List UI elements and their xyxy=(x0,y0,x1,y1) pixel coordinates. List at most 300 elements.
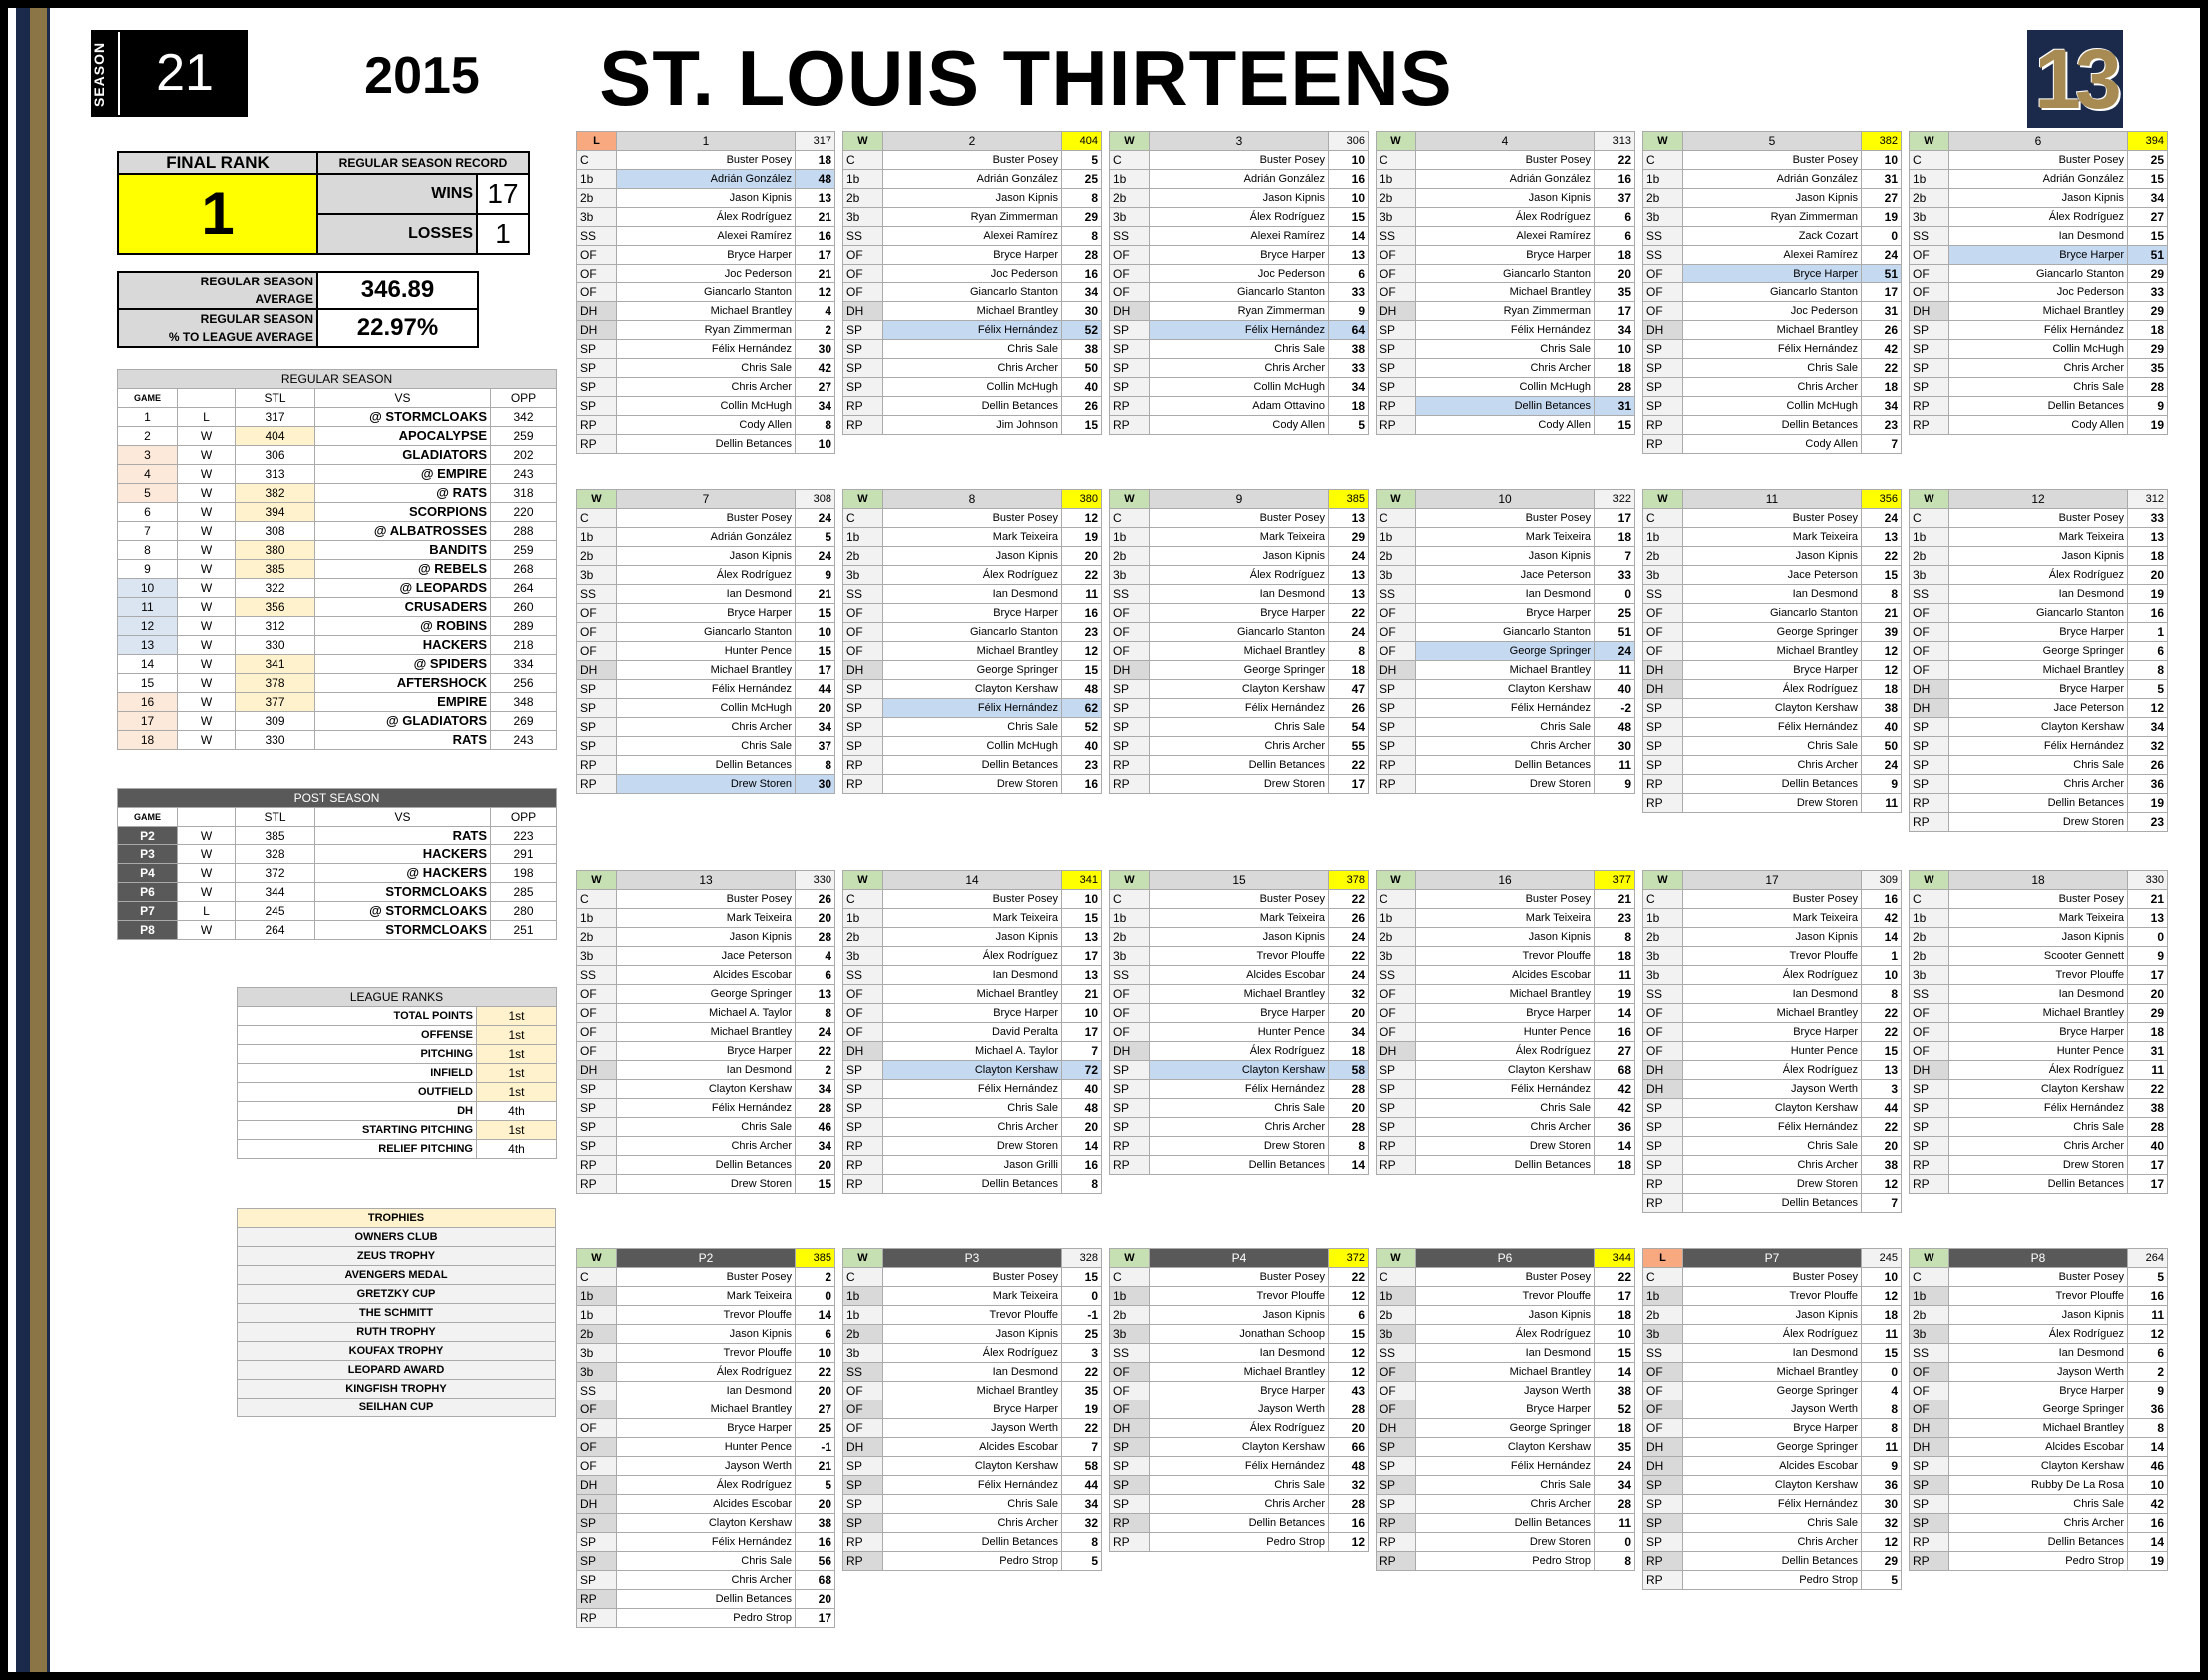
lineup-row xyxy=(843,1363,1102,1382)
position: OF xyxy=(577,1419,617,1438)
player-points: 34 xyxy=(796,397,835,416)
position: OF xyxy=(1377,1363,1416,1382)
player-name: Giancarlo Stanton xyxy=(1150,283,1329,302)
game-label: 3 xyxy=(1150,132,1329,151)
game-score: 394 xyxy=(2128,132,2168,151)
player-name: George Springer xyxy=(883,661,1062,680)
position: DH xyxy=(1910,1438,1949,1457)
rank-category: RELIEF PITCHING xyxy=(238,1140,477,1159)
lineup-row xyxy=(1910,1495,2168,1514)
lineup-row xyxy=(1377,1325,1635,1344)
lineup-row xyxy=(1910,227,2168,246)
lineup-row xyxy=(843,321,1102,340)
position: C xyxy=(577,1268,617,1287)
schedule-row xyxy=(118,446,557,465)
lineup-row xyxy=(1110,775,1369,794)
player-name: Mark Teixeira xyxy=(1683,909,1862,928)
lineup-row xyxy=(1643,1042,1902,1061)
player-points: 20 xyxy=(796,699,835,718)
opponent: @ GLADIATORS xyxy=(315,712,491,731)
position: SP xyxy=(843,1061,883,1080)
lineup-row xyxy=(843,890,1102,909)
player-points: 19 xyxy=(2128,1552,2168,1571)
player-points: 18 xyxy=(1862,680,1902,699)
lineup-row xyxy=(843,566,1102,585)
lineup-row xyxy=(1910,813,2168,832)
game-number: 12 xyxy=(118,617,178,636)
position: SP xyxy=(1110,1061,1150,1080)
lineup-row xyxy=(577,302,835,321)
position: C xyxy=(577,890,617,909)
lineup-row xyxy=(1110,302,1369,321)
game-number: 9 xyxy=(118,560,178,579)
result: W xyxy=(178,883,236,902)
player-points: 34 xyxy=(1329,1023,1369,1042)
position: SP xyxy=(843,1476,883,1495)
game-box xyxy=(576,131,835,454)
lineup-row xyxy=(1643,604,1902,623)
player-name: Dellin Betances xyxy=(1683,1552,1862,1571)
game-number: 5 xyxy=(118,484,178,503)
player-points: 68 xyxy=(796,1571,835,1590)
position: 2b xyxy=(1377,189,1416,208)
lineup-row xyxy=(843,756,1102,775)
player-name: Ian Desmond xyxy=(1949,585,2128,604)
player-name: Buster Posey xyxy=(1416,151,1595,170)
position: OF xyxy=(577,1004,617,1023)
player-points: 11 xyxy=(1595,756,1635,775)
game-number: 6 xyxy=(118,503,178,522)
player-points: 48 xyxy=(1329,1457,1369,1476)
position: 1b xyxy=(1110,909,1150,928)
player-name: Pedro Strop xyxy=(1683,1571,1862,1590)
opp-score: 220 xyxy=(491,503,557,522)
position: OF xyxy=(1643,1042,1683,1061)
opponent: GLADIATORS xyxy=(315,446,491,465)
lineup-row xyxy=(1643,699,1902,718)
player-name: Collin McHugh xyxy=(617,699,796,718)
lineup-row xyxy=(1910,1118,2168,1137)
position: DH xyxy=(1643,661,1683,680)
lineup-row xyxy=(1377,1552,1635,1571)
stl-score: 312 xyxy=(236,617,315,636)
player-name: Adrián González xyxy=(1416,170,1595,189)
game-result: W xyxy=(1910,871,1949,890)
player-points: 30 xyxy=(1062,302,1102,321)
game-score: 328 xyxy=(1062,1249,1102,1268)
player-name: Jason Kipnis xyxy=(1150,189,1329,208)
trophy-row xyxy=(238,1323,556,1342)
game-number: P4 xyxy=(118,864,178,883)
lineup-row xyxy=(1377,1457,1635,1476)
lineup-row xyxy=(1643,151,1902,170)
position: C xyxy=(1910,151,1949,170)
position: 3b xyxy=(1910,1325,1949,1344)
player-name: Michael Brantley xyxy=(617,661,796,680)
avg-value: 346.89 xyxy=(317,272,478,309)
player-points: 19 xyxy=(2128,416,2168,435)
lineup-row xyxy=(1110,1042,1369,1061)
player-points: 34 xyxy=(796,1137,835,1156)
position: OF xyxy=(1110,623,1150,642)
player-name: Álex Rodríguez xyxy=(617,208,796,227)
player-name: Bryce Harper xyxy=(1949,623,2128,642)
trophy-name: LEOPARD AWARD xyxy=(238,1361,556,1380)
opponent: @ EMPIRE xyxy=(315,465,491,484)
trophy-row xyxy=(238,1342,556,1361)
player-points: 19 xyxy=(1595,985,1635,1004)
lineup-row xyxy=(1643,794,1902,813)
player-name: Álex Rodríguez xyxy=(883,566,1062,585)
opp-score: 342 xyxy=(491,408,557,427)
position: C xyxy=(577,151,617,170)
result: W xyxy=(178,465,236,484)
position: OF xyxy=(1910,283,1949,302)
season-badge xyxy=(91,30,248,117)
lineup-row xyxy=(1910,283,2168,302)
lineup-row xyxy=(843,699,1102,718)
player-name: Clayton Kershaw xyxy=(1949,1457,2128,1476)
position: SP xyxy=(1910,1514,1949,1533)
player-points: 13 xyxy=(1062,966,1102,985)
player-name: Dellin Betances xyxy=(883,1175,1062,1194)
lineup-row xyxy=(577,1306,835,1325)
player-name: Collin McHugh xyxy=(1150,378,1329,397)
player-points: 30 xyxy=(796,775,835,794)
position: DH xyxy=(577,1061,617,1080)
player-points: 17 xyxy=(796,661,835,680)
position: SP xyxy=(1910,1137,1949,1156)
player-points: 46 xyxy=(796,1118,835,1137)
game-score: 317 xyxy=(796,132,835,151)
lineup-row xyxy=(1910,966,2168,985)
position: OF xyxy=(843,604,883,623)
lineup-row xyxy=(1910,756,2168,775)
lineup-row xyxy=(1643,661,1902,680)
player-points: 13 xyxy=(1862,1061,1902,1080)
player-name: Jayson Werth xyxy=(1683,1400,1862,1419)
player-points: 20 xyxy=(1329,1004,1369,1023)
game-label: 1 xyxy=(617,132,796,151)
position: OF xyxy=(1910,246,1949,265)
schedule-row xyxy=(118,674,557,693)
game-label: 2 xyxy=(883,132,1062,151)
player-name: Ryan Zimmerman xyxy=(1150,302,1329,321)
position: OF xyxy=(1643,604,1683,623)
column-header: GAME xyxy=(118,808,178,827)
player-points: 10 xyxy=(796,435,835,454)
player-name: Félix Hernández xyxy=(1150,1080,1329,1099)
player-name: George Springer xyxy=(1949,1400,2128,1419)
position: SP xyxy=(1110,737,1150,756)
game-score: 312 xyxy=(2128,490,2168,509)
game-result: W xyxy=(843,871,883,890)
player-points: 31 xyxy=(1862,302,1902,321)
player-name: Bryce Harper xyxy=(1150,1004,1329,1023)
player-points: 38 xyxy=(1595,1382,1635,1400)
position: 1b xyxy=(1910,528,1949,547)
player-name: Clayton Kershaw xyxy=(1683,1099,1862,1118)
position: DH xyxy=(577,1476,617,1495)
player-name: Chris Sale xyxy=(883,718,1062,737)
player-name: Hunter Pence xyxy=(617,1438,796,1457)
result: W xyxy=(178,712,236,731)
player-points: 40 xyxy=(1062,1080,1102,1099)
pct-label-line2: % TO LEAGUE AVERAGE xyxy=(168,330,313,344)
player-points: 23 xyxy=(1062,623,1102,642)
player-name: George Springer xyxy=(1416,1419,1595,1438)
position: OF xyxy=(1643,283,1683,302)
position: SP xyxy=(1110,378,1150,397)
position: 3b xyxy=(1643,1325,1683,1344)
player-name: Ian Desmond xyxy=(617,1061,796,1080)
average-table xyxy=(117,271,479,348)
player-name: Michael Brantley xyxy=(1949,1004,2128,1023)
player-points: 11 xyxy=(1062,585,1102,604)
position: 3b xyxy=(577,208,617,227)
position: SP xyxy=(1377,1476,1416,1495)
game-number: 11 xyxy=(118,598,178,617)
lineup-row xyxy=(577,1042,835,1061)
lineup-row xyxy=(1377,547,1635,566)
player-name: Bryce Harper xyxy=(1150,1382,1329,1400)
player-name: Dellin Betances xyxy=(1150,1156,1329,1175)
player-points: 44 xyxy=(1862,1099,1902,1118)
player-points: 34 xyxy=(796,1080,835,1099)
position: SP xyxy=(1643,1476,1683,1495)
player-points: 18 xyxy=(1595,359,1635,378)
position: OF xyxy=(843,246,883,265)
lineup-row xyxy=(1643,775,1902,794)
lineup-row xyxy=(1643,1514,1902,1533)
player-name: Jason Kipnis xyxy=(617,1325,796,1344)
player-points: 39 xyxy=(1862,623,1902,642)
lineup-row xyxy=(1377,718,1635,737)
player-name: Chris Archer xyxy=(1416,1118,1595,1137)
player-name: Chris Archer xyxy=(617,1571,796,1590)
player-name: Alcides Escobar xyxy=(1416,966,1595,985)
stl-score: 322 xyxy=(236,579,315,598)
position: OF xyxy=(1377,1023,1416,1042)
player-name: Trevor Plouffe xyxy=(1683,1287,1862,1306)
game-box xyxy=(1909,489,2168,832)
position: DH xyxy=(843,1438,883,1457)
ranks-title: LEAGUE RANKS xyxy=(238,988,557,1007)
column-header xyxy=(178,389,236,408)
lineup-row xyxy=(843,1495,1102,1514)
player-points: 27 xyxy=(2128,208,2168,227)
player-name: Chris Sale xyxy=(617,1118,796,1137)
position: SP xyxy=(843,1099,883,1118)
stl-score: 385 xyxy=(236,827,315,845)
player-points: 14 xyxy=(1329,227,1369,246)
opponent: CRUSADERS xyxy=(315,598,491,617)
lineup-row xyxy=(1910,1382,2168,1400)
player-points: 14 xyxy=(1062,1137,1102,1156)
lineup-row xyxy=(1110,170,1369,189)
player-points: 18 xyxy=(1329,397,1369,416)
player-points: 42 xyxy=(1862,340,1902,359)
opp-score: 260 xyxy=(491,598,557,617)
position: C xyxy=(1110,890,1150,909)
game-label: 7 xyxy=(617,490,796,509)
player-points: 15 xyxy=(1062,416,1102,435)
player-points: 13 xyxy=(1862,528,1902,547)
player-name: Michael Brantley xyxy=(1683,321,1862,340)
lineup-row xyxy=(1377,661,1635,680)
position: RP xyxy=(843,416,883,435)
lineup-row xyxy=(843,1042,1102,1061)
position: RP xyxy=(1910,397,1949,416)
player-name: Ian Desmond xyxy=(1683,585,1862,604)
trophy-name: GRETZKY CUP xyxy=(238,1285,556,1304)
player-name: Buster Posey xyxy=(1949,1268,2128,1287)
rank-value: 1st xyxy=(477,1045,557,1064)
player-points: 15 xyxy=(1062,661,1102,680)
player-points: 10 xyxy=(1062,1004,1102,1023)
player-name: Collin McHugh xyxy=(1683,397,1862,416)
position: 3b xyxy=(1910,566,1949,585)
player-name: Hunter Pence xyxy=(1949,1042,2128,1061)
player-points: 29 xyxy=(1329,528,1369,547)
game-result: W xyxy=(577,871,617,890)
player-points: 27 xyxy=(1862,189,1902,208)
trophy-row xyxy=(238,1380,556,1399)
player-points: 21 xyxy=(796,208,835,227)
player-name: Jason Kipnis xyxy=(1150,928,1329,947)
lineup-row xyxy=(843,775,1102,794)
position: OF xyxy=(1110,1004,1150,1023)
player-points: 33 xyxy=(1329,283,1369,302)
lineup-row xyxy=(1910,340,2168,359)
position: 2b xyxy=(577,189,617,208)
player-points: 26 xyxy=(796,890,835,909)
player-name: Giancarlo Stanton xyxy=(883,283,1062,302)
game-number: 15 xyxy=(118,674,178,693)
player-name: Chris Sale xyxy=(1416,1476,1595,1495)
player-points: 21 xyxy=(1062,985,1102,1004)
lineup-row xyxy=(843,1476,1102,1495)
lineup-row xyxy=(1377,699,1635,718)
position: 3b xyxy=(1643,947,1683,966)
position: C xyxy=(1643,1268,1683,1287)
game-label: 17 xyxy=(1683,871,1862,890)
lineup-row xyxy=(1110,642,1369,661)
opp-score: 318 xyxy=(491,484,557,503)
lineup-row xyxy=(843,302,1102,321)
player-points: 17 xyxy=(1595,1287,1635,1306)
player-points: 16 xyxy=(1062,1156,1102,1175)
player-points: 24 xyxy=(1329,928,1369,947)
player-name: Ryan Zimmerman xyxy=(883,208,1062,227)
lineup-row xyxy=(1377,1382,1635,1400)
player-points: 5 xyxy=(2128,1268,2168,1287)
position: OF xyxy=(1910,623,1949,642)
player-points: 6 xyxy=(2128,1344,2168,1363)
player-name: Dellin Betances xyxy=(1949,397,2128,416)
player-name: Collin McHugh xyxy=(1949,340,2128,359)
position: 3b xyxy=(1377,208,1416,227)
player-points: 17 xyxy=(1862,283,1902,302)
player-name: Félix Hernández xyxy=(1416,1080,1595,1099)
stl-score: 372 xyxy=(236,864,315,883)
game-result: L xyxy=(577,132,617,151)
lineup-row xyxy=(577,435,835,454)
player-points: 18 xyxy=(2128,1023,2168,1042)
player-name: Michael Brantley xyxy=(1150,642,1329,661)
player-points: 21 xyxy=(796,585,835,604)
lineup-row xyxy=(1643,509,1902,528)
game-result: W xyxy=(1910,490,1949,509)
player-name: Jason Kipnis xyxy=(883,189,1062,208)
position: OF xyxy=(577,1042,617,1061)
player-points: 2 xyxy=(796,1061,835,1080)
player-points: 42 xyxy=(796,359,835,378)
position: SP xyxy=(1377,378,1416,397)
position: C xyxy=(1643,151,1683,170)
player-points: 5 xyxy=(796,528,835,547)
opp-score: 218 xyxy=(491,636,557,655)
player-points: 28 xyxy=(1595,1495,1635,1514)
player-name: Chris Archer xyxy=(1949,1137,2128,1156)
player-name: Chris Sale xyxy=(1949,756,2128,775)
lineup-row xyxy=(1910,661,2168,680)
lineup-row xyxy=(577,1118,835,1137)
position: SS xyxy=(1910,985,1949,1004)
position: SP xyxy=(577,1533,617,1552)
player-points: 2 xyxy=(796,1268,835,1287)
lineup-row xyxy=(577,378,835,397)
opponent: APOCALYPSE xyxy=(315,427,491,446)
position: SS xyxy=(1377,966,1416,985)
player-points: 18 xyxy=(1595,528,1635,547)
stl-score: 328 xyxy=(236,845,315,864)
player-points: 22 xyxy=(1595,1268,1635,1287)
player-name: Jason Kipnis xyxy=(617,189,796,208)
player-name: Chris Archer xyxy=(1683,756,1862,775)
player-name: Mark Teixeira xyxy=(617,909,796,928)
game-box xyxy=(1109,870,1369,1175)
result: W xyxy=(178,636,236,655)
position: RP xyxy=(1643,794,1683,813)
position: DH xyxy=(1643,1080,1683,1099)
position: C xyxy=(1910,890,1949,909)
position: 1b xyxy=(843,1306,883,1325)
player-points: 27 xyxy=(796,378,835,397)
player-name: Chris Sale xyxy=(1150,1099,1329,1118)
player-name: Dellin Betances xyxy=(883,756,1062,775)
lineup-row xyxy=(1110,604,1369,623)
rank-value: 1st xyxy=(477,1064,557,1083)
position: SP xyxy=(1110,1080,1150,1099)
position: OF xyxy=(1377,1382,1416,1400)
lineup-row xyxy=(577,1344,835,1363)
column-header xyxy=(178,808,236,827)
player-name: Jason Kipnis xyxy=(883,1325,1062,1344)
position: SP xyxy=(1377,1438,1416,1457)
position: SP xyxy=(1643,1118,1683,1137)
position: 3b xyxy=(1643,566,1683,585)
position: 3b xyxy=(577,947,617,966)
lineup-row xyxy=(1110,1306,1369,1325)
lineup-row xyxy=(1910,151,2168,170)
lineup-row xyxy=(1910,1552,2168,1571)
player-name: Jason Kipnis xyxy=(617,928,796,947)
final-rank-label: FINAL RANK xyxy=(118,152,317,174)
player-name: Jonathan Schoop xyxy=(1150,1325,1329,1344)
player-points: 11 xyxy=(1595,966,1635,985)
player-points: 22 xyxy=(1329,756,1369,775)
